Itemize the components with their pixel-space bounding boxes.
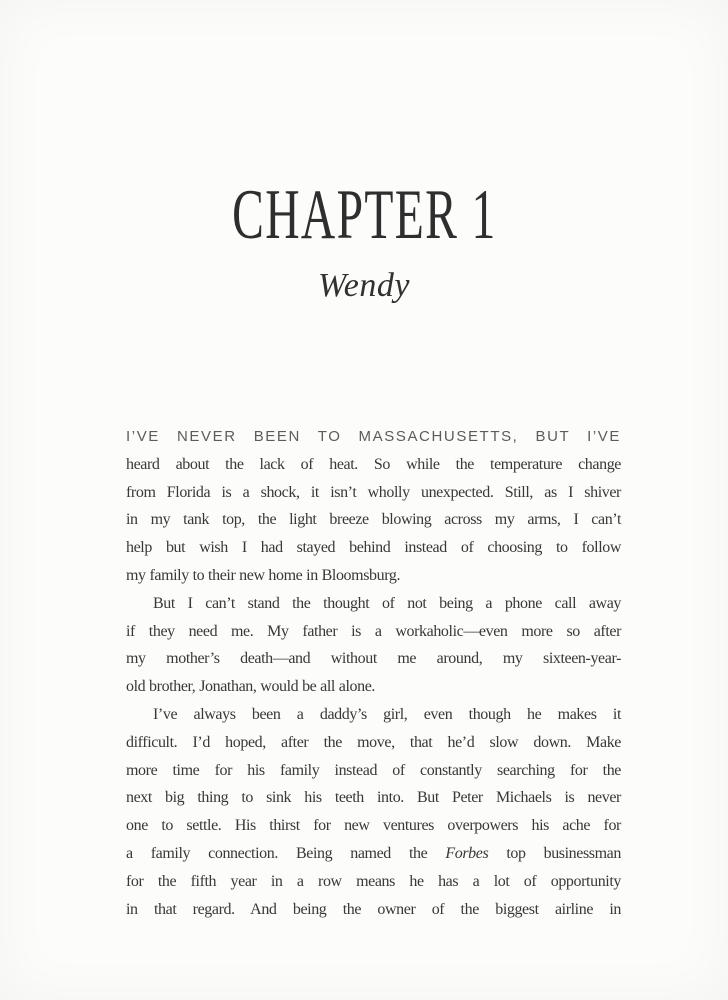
forbes-line-post: top businessman (488, 844, 621, 862)
paragraph-2-last-line: old brother, Jonathan, would be all alone. (126, 678, 376, 696)
text-line: if they need me. My father is a workaholic—even more so after (126, 622, 621, 640)
text-line: more time for his family instead of constantly searching for the (126, 761, 621, 779)
text-line: in my tank top, the light breeze blowing across my arms, I can’t (126, 511, 621, 529)
text-line: difficult. I’d hoped, after the move, that he’d slow down. Make (126, 733, 621, 751)
chapter-title (0, 176, 728, 254)
text-line: help but wish I had stayed behind instead of choosing to follow (126, 539, 621, 557)
chapter-subtitle: Wendy (318, 267, 410, 304)
text-line: my mother’s death—and without me around, my sixteen-year- (126, 650, 621, 668)
forbes-line-pre: a family connection. Being named the (126, 844, 446, 862)
forbes-italic: Forbes (445, 844, 489, 862)
chapter-title-text: CHAPTER 1 (231, 176, 497, 254)
text-line: one to settle. His thirst for new ventures overpowers his ache for (126, 817, 621, 835)
paragraph-2-first-line: But I can’t stand the thought of not being a phone call away (153, 594, 621, 612)
text-line: from Florida is a shock, it isn’t wholly unexpected. Still, as I shiver (126, 483, 621, 501)
forbes-text-line (126, 840, 621, 868)
paragraph-1-last-line: my family to their new home in Bloomsburg. (126, 566, 401, 584)
text-line: next big thing to sink his teeth into. But Peter Michaels is never (126, 789, 621, 807)
text-line: for the fifth year in a row means he has a lot of opportunity (126, 872, 621, 890)
text-line: heard about the lack of heat. So while the temperature change (126, 455, 621, 473)
paragraph-1-opener-line: I’VE NEVER BEEN TO MASSACHUSETTS, BUT I’VE (126, 428, 621, 445)
paragraph-3-first-line: I’ve always been a daddy’s girl, even though he makes it (153, 705, 621, 723)
text-line: in that regard. And being the owner of the biggest airline in (126, 900, 621, 918)
body-text (126, 423, 621, 923)
